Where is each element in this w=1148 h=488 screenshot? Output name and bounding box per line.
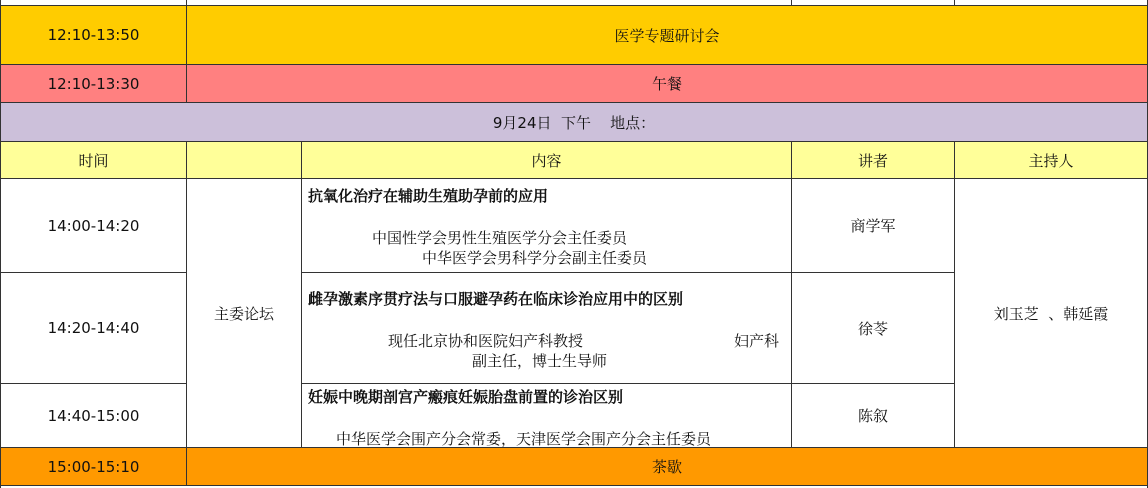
- header-blank: [187, 142, 302, 179]
- talk2-speaker: [792, 273, 955, 384]
- talk3-content: [302, 384, 792, 448]
- hosts-text: 刘玉芝 、韩延霞: [993, 304, 1109, 323]
- talk2-bio1b: 妇产科: [734, 332, 780, 350]
- header-speaker-text: 讲者: [857, 151, 888, 170]
- header-content-text: 内容: [531, 151, 562, 170]
- tea-time: [0, 448, 187, 486]
- talk2-bio1: 现任北京协和医院妇产科教授: [388, 332, 584, 350]
- row2-title: [187, 65, 1148, 103]
- talk2-time-text: 14:20-14:40: [47, 319, 140, 337]
- row1-time-text: 12:10-13:50: [47, 26, 140, 44]
- talk3-speaker-text: 陈叙: [857, 407, 888, 425]
- header-content: [302, 142, 792, 179]
- talk1-bio1: 中国性学会男性生殖医学分会主任委员: [372, 229, 628, 247]
- talk2-bio2: 副主任，博士生导师: [472, 352, 608, 370]
- talk3-time: [0, 384, 187, 448]
- talk3-title: 妊娠中晚期剖宫产瘢痕妊娠胎盘前置的诊治区别: [308, 388, 624, 406]
- section-label: 9月24日 下午 地点：: [492, 113, 656, 132]
- talk1-speaker-text: 商学军: [850, 217, 896, 235]
- tea-title: [187, 448, 1148, 486]
- header-host: [955, 142, 1148, 179]
- row1-title-text: 医学专题研讨会: [614, 26, 720, 45]
- header-host-text: 主持人: [1028, 151, 1074, 170]
- talk3-speaker: [792, 384, 955, 448]
- talk1-time-text: 14:00-14:20: [47, 216, 140, 235]
- talk3-time-text: 14:40-15:00: [47, 406, 140, 425]
- tea-title-text: 茶歇: [651, 458, 682, 476]
- talk2-time: [0, 273, 187, 384]
- talk2-content: [302, 273, 792, 384]
- talk2-title: 雌孕激素序贯疗法与口服避孕药在临床诊治应用中的区别: [308, 290, 684, 308]
- row2-time: [0, 65, 187, 103]
- talk2-speaker-text: 徐苓: [857, 319, 888, 338]
- hosts-cell: [955, 179, 1148, 448]
- talk3-bio1: 中华医学会围产分会常委，天津医学会围产分会主任委员: [336, 430, 712, 448]
- session-label: 主委论坛: [213, 304, 274, 323]
- talk1-title: 抗氧化治疗在辅助生殖助孕前的应用: [308, 187, 549, 205]
- row2-time-text: 12:10-13:30: [47, 74, 140, 93]
- talk1-speaker: [792, 179, 955, 273]
- talk1-bio2: 中华医学会男科学分会副主任委员: [422, 249, 648, 267]
- talk1-time: [0, 179, 187, 273]
- section-row: [0, 103, 1148, 142]
- row1-time: [0, 6, 187, 65]
- header-time-text: 时间: [78, 151, 109, 170]
- session-label-cell: [187, 179, 302, 448]
- header-speaker: [792, 142, 955, 179]
- row2-title-text: 午餐: [651, 75, 682, 93]
- talk1-content: [302, 179, 792, 273]
- tea-time-text: 15:00-15:10: [47, 457, 140, 476]
- header-time: [0, 142, 187, 179]
- row1-title: [187, 6, 1148, 65]
